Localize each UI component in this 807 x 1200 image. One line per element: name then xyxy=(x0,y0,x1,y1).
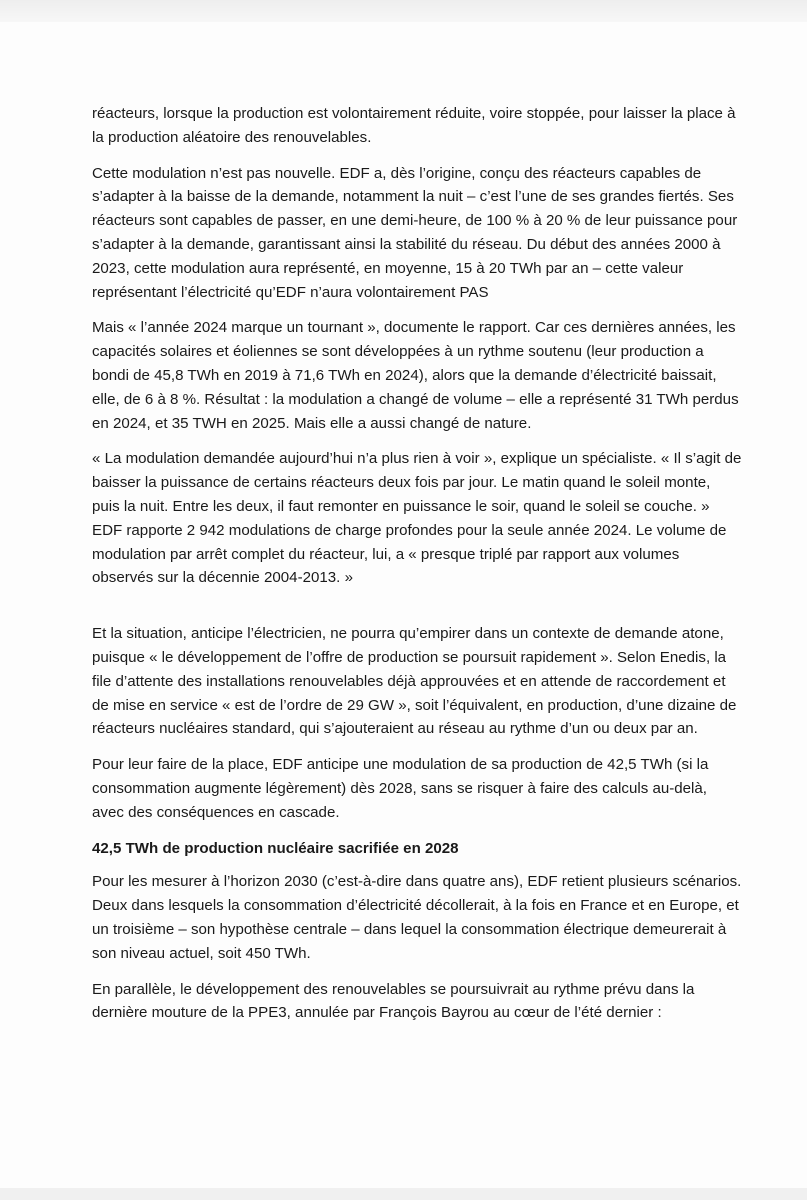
paragraph-4: « La modulation demandée aujourd’hui n’a plus rien à voir », explique un spécialiste. « Il s’agit de baisser la puissance de certains réacteurs deux fois par jour. Le matin quand le soleil monte, puis la nuit. Entre les deux, il faut remonter en puissance le soir, quand le soleil se couche. » EDF rapporte 2 942 modulations de charge profondes pour la seule année 2024. Le volume de modulation par arrêt complet du réacteur, lui, a « presque triplé par rapport aux volumes observés sur la décennie 2004-2013. » xyxy=(92,450,742,587)
paragraph-1: réacteurs, lorsque la production est volontairement réduite, voire stoppée, pour laisser la place à la production aléatoire des renouvelables. xyxy=(92,105,736,146)
bottom-edge-band xyxy=(0,1188,807,1200)
document-page xyxy=(92,102,742,1037)
paragraph-6: Pour leur faire de la place, EDF anticipe une modulation de sa production de 42,5 TWh (si la consommation augmente légèrement) dès 2028, sans se risquer à faire des calculs au-delà, avec des conséquences en cascade. xyxy=(92,756,709,821)
paragraph-7: Pour les mesurer à l’horizon 2030 (c’est-à-dire dans quatre ans), EDF retient plusieurs scénarios. Deux dans lesquels la consommation d’électricité décollerait, à la fois en France et en Europe, et un troisième – son hypothèse centrale – dans lequel la consommation électrique demeurerait à son niveau actuel, soit 450 TWh. xyxy=(92,873,742,962)
paragraph-3: Mais « l’année 2024 marque un tournant », documente le rapport. Car ces dernières années, les capacités solaires et éoliennes se sont développées à un rythme soutenu (leur production a bondi de 45,8 TWh en 2019 à 71,6 TWh en 2024), alors que la demande d’électricité baissait, elle, de 6 à 8 %. Résultat : la modulation a changé de volume – elle a représenté 31 TWh perdus en 2024, et 35 TWH en 2025. Mais elle a aussi changé de nature. xyxy=(92,319,739,432)
paragraph-2: Cette modulation n’est pas nouvelle. EDF a, dès l’origine, conçu des réacteurs capables de s’adapter à la baisse de la demande, notamment la nuit – c’est l’une de ses grandes fiertés. Ses réacteurs sont capables de passer, en une demi-heure, de 100 % à 20 % de leur puissance pour s’adapter à la demande, garantissant ainsi la stabilité du réseau. Du début des années 2000 à 2023, cette modulation aura représenté, en moyenne, 15 à 20 TWh par an – cette valeur représentant l’électricité qu’EDF n’aura volontairement PAS xyxy=(92,164,738,301)
section-heading: 42,5 TWh de production nucléaire sacrifiée en 2028 xyxy=(92,839,459,857)
top-edge-band xyxy=(0,0,807,22)
paragraph-8: En parallèle, le développement des renouvelables se poursuivrait au rythme prévu dans la dernière mouture de la PPE3, annulée par François Bayrou au cœur de l’été dernier : xyxy=(92,980,695,1022)
paragraph-5: Et la situation, anticipe l’électricien, ne pourra qu’empirer dans un contexte de demande atone, puisque « le développement de l’offre de production se poursuit rapidement ». Selon Enedis, la file d’attente des installations renouvelables déjà approuvées et en attende de raccordement et de mise en service « est de l’ordre de 29 GW », soit l’équivalent, en production, d’une dizaine de réacteurs nucléaires standard, qui s’ajouteraient au réseau au rythme d’un ou deux par an. xyxy=(92,625,737,738)
